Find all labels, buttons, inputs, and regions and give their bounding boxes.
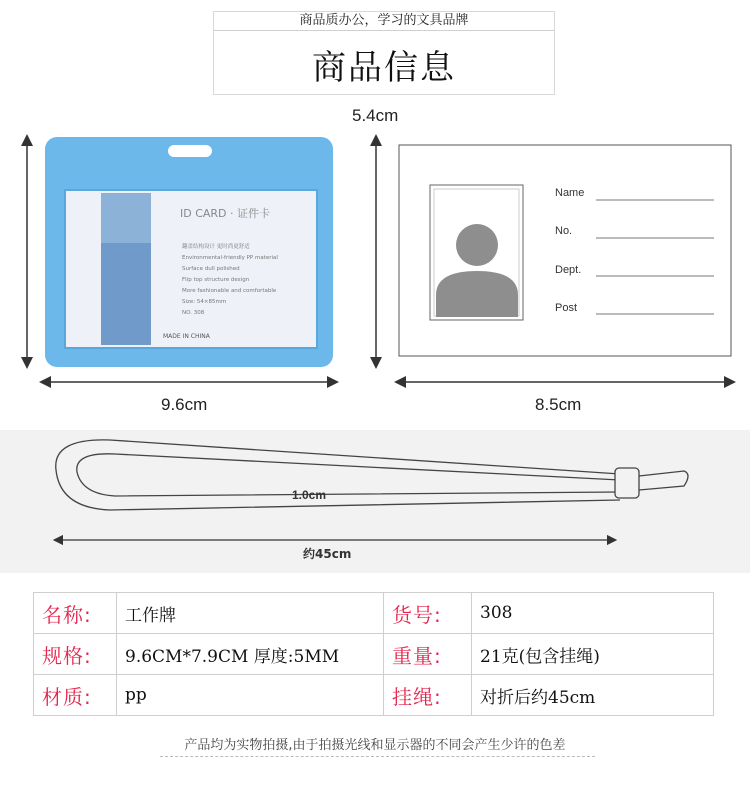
table-row	[34, 675, 714, 716]
spec-label: 挂绳:	[384, 675, 472, 716]
spec-value: pp	[117, 675, 384, 716]
header-slogan: 商品质办公，学习的文具品牌	[299, 13, 469, 28]
spec-value: 9.6CM*7.9CM 厚度:5MM	[117, 634, 384, 675]
holder-card-line: Size: 54×85mm	[182, 299, 227, 305]
card-width-label: 8.5cm	[535, 395, 582, 414]
lanyard-width-label: 1.0cm	[292, 488, 327, 502]
spec-label: 名称:	[34, 593, 117, 634]
holder-card-title: ID CARD · 证件卡	[180, 207, 271, 220]
spec-value: 工作牌	[117, 593, 384, 634]
avatar-body	[436, 271, 518, 317]
field-dept-label: Dept.	[555, 264, 582, 276]
holder-card-line: Surface dull polished	[182, 266, 240, 272]
id-card	[399, 145, 731, 356]
spec-value: 对折后约45cm	[472, 675, 714, 716]
holder-card-line: Flip top structure design	[182, 277, 250, 283]
field-post-label: Post	[555, 302, 578, 314]
footnote: 产品均为实物拍摄,由于拍摄光线和显示器的不同会产生少许的色差	[184, 738, 566, 753]
spec-table	[33, 592, 714, 716]
holder-width-label: 9.6cm	[161, 395, 208, 414]
lanyard-tail	[639, 471, 688, 490]
table-row	[34, 634, 714, 675]
spec-value: 308	[472, 593, 714, 634]
avatar-head	[456, 224, 498, 266]
height-label: 5.4cm	[352, 106, 399, 125]
holder-card-line: 翻盖结构设计 更时尚更舒适	[182, 244, 250, 250]
spec-label: 材质:	[34, 675, 117, 716]
lanyard-inner	[77, 454, 620, 496]
spec-label: 重量:	[384, 634, 472, 675]
holder-card-line: NO. 308	[182, 310, 205, 316]
field-no-label: No.	[555, 225, 573, 237]
lanyard-diagram	[0, 430, 750, 573]
table-row	[34, 593, 714, 634]
footnote-divider	[160, 756, 595, 757]
field-name-label: Name	[555, 187, 585, 199]
holder-card-lines	[182, 242, 314, 319]
page-title: 商品信息	[312, 48, 456, 88]
spec-label: 货号:	[384, 593, 472, 634]
lanyard-buckle	[615, 468, 639, 498]
spec-value: 21克(包含挂绳)	[472, 634, 714, 675]
spec-label: 规格:	[34, 634, 117, 675]
made-in-label: MADE IN CHINA	[163, 333, 210, 340]
holder-card-line: Environmental-friendly PP material	[182, 255, 278, 261]
holder-card-line: More fashionable and comfortable	[182, 288, 277, 294]
dimension-diagram	[0, 95, 750, 425]
lanyard-outer	[56, 440, 620, 510]
lanyard-length-label: 约45cm	[303, 547, 352, 561]
